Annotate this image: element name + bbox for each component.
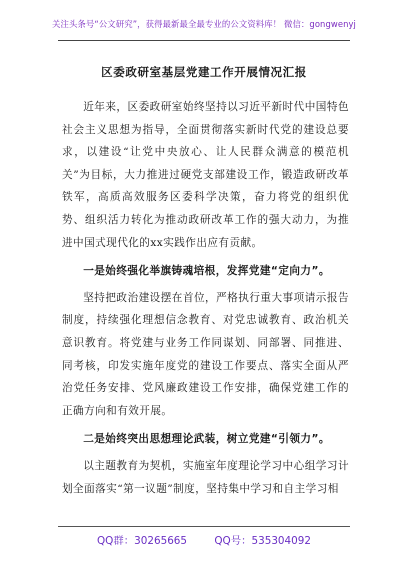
header-notice: 关注头条号“公文研究”，获得最新最全最专业的公文资料库！ 微信：gongwenyj xyxy=(52,19,356,29)
footer-qq-group: QQ群：30265665 xyxy=(97,535,188,547)
intro-paragraph: 近年来，区委政研室始终坚持以习近平新时代中国特色社会主义思想为指导，全面贯彻落实新时代党的建设总要求，以建设“让党中央放心、让人民群众满意的模范机关”为目标，大力推进过硬党支部建设工作，锻造政研改革铁军，高质高效服务区委科学决策，奋力将党的组织优势、组织活力转化为推动政研改革工作的强大动力，为推进中国式现代化的xx实践作出应有贡献。 xyxy=(62,101,349,249)
document-title: 区委政研室基层党建工作开展情况汇报 xyxy=(101,65,307,79)
footer-divider xyxy=(58,526,350,527)
footer-contact xyxy=(0,532,408,547)
section-1-heading: 一是始终强化举旗铸魂培根，发挥党建“定向力”。 xyxy=(83,265,330,278)
section-1-paragraph: 坚持把政治建设摆在首位，严格执行重大事项请示报告制度，持续强化理想信念教育、对党忠诚教育、政治机关意识教育。将党建与业务工作同谋划、同部署、同推进、同考核，印发实施年度党的建设工作要点、落实全面从严治党任务安排、党风廉政建设工作安排，确保党建工作的正确方向和有效开展。 xyxy=(62,291,349,417)
section-2-heading: 二是始终突出思想理论武装，树立党建“引领力”。 xyxy=(83,433,330,446)
section-2-paragraph: 以主题教育为契机，实施室年度理论学习中心组学习计划全面落实“第一议题”制度，坚持集中学习和自主学习相 xyxy=(62,459,349,495)
header-divider xyxy=(58,40,350,41)
footer-qq-number: QQ号：535304092 xyxy=(214,535,311,547)
document-body xyxy=(62,96,349,500)
